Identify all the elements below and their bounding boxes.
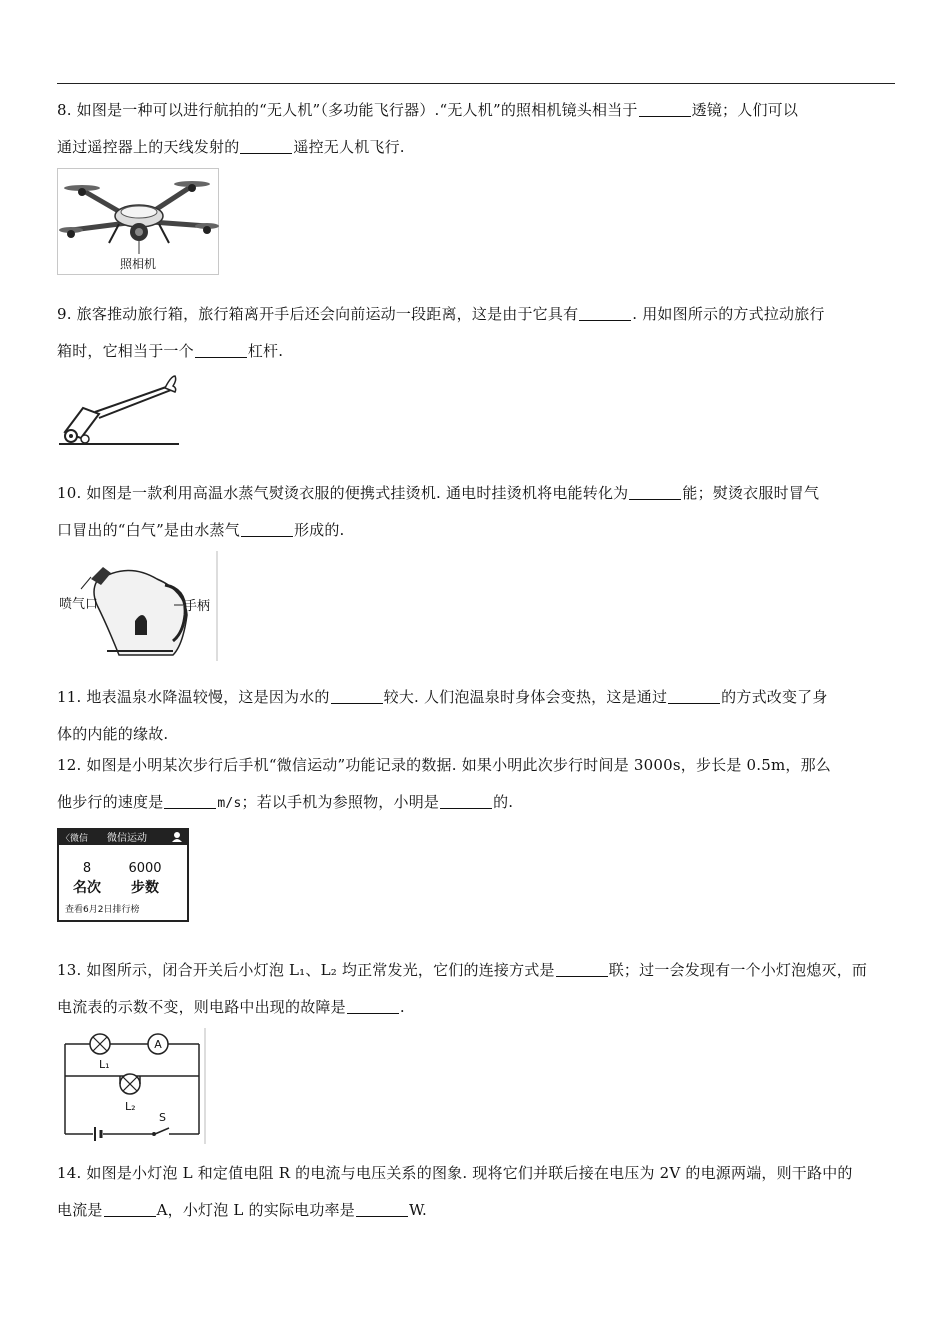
question-12-line-2: 他步行的速度是 m/s；若以手机为参照物，小明是 的. bbox=[57, 793, 514, 811]
question-11-line-1: 11. 地表温泉水降温较慢，这是因为水的 较大. 人们泡温泉时身体会变热，这是通过 的方式改变了身 bbox=[57, 688, 828, 706]
steamer-figure bbox=[57, 551, 219, 661]
camera-label: 照相机 bbox=[119, 257, 157, 271]
steps-label: 步数 bbox=[131, 880, 159, 896]
user-icon bbox=[174, 832, 180, 838]
answer-blank[interactable] bbox=[164, 792, 216, 809]
question-11 bbox=[57, 679, 897, 753]
switch-label: S bbox=[159, 1111, 166, 1124]
question-8 bbox=[57, 92, 897, 166]
answer-blank[interactable] bbox=[579, 304, 631, 321]
question-14-line-1: 14. 如图是小灯泡 L 和定值电阻 R 的电流与电压关系的图象. 现将它们并联后接在电压为 2V 的电源两端，则干路中的 bbox=[57, 1164, 853, 1182]
answer-blank[interactable] bbox=[241, 520, 293, 537]
steps-value: 6000 bbox=[128, 861, 162, 876]
question-11-line-2: 体的内能的缘故. bbox=[57, 725, 169, 743]
answer-blank[interactable] bbox=[556, 960, 608, 977]
question-13 bbox=[57, 952, 897, 1026]
question-12 bbox=[57, 747, 897, 822]
answer-blank[interactable] bbox=[356, 1200, 408, 1217]
drone-figure bbox=[57, 168, 219, 275]
app-title: 微信运动 bbox=[107, 833, 147, 844]
ammeter-label: A bbox=[154, 1038, 162, 1051]
question-9 bbox=[57, 296, 897, 370]
rank-label: 名次 bbox=[73, 880, 101, 896]
answer-blank[interactable] bbox=[104, 1200, 156, 1217]
question-14 bbox=[57, 1155, 897, 1229]
L2-label: L₂ bbox=[125, 1100, 136, 1113]
question-10-line-1: 10. 如图是一款利用高温水蒸气熨烫衣服的便携式挂烫机. 通电时挂烫机将电能转化为 能；熨烫衣服时冒气 bbox=[57, 484, 820, 502]
answer-blank[interactable] bbox=[639, 100, 691, 117]
answer-blank[interactable] bbox=[440, 792, 492, 809]
header-rule bbox=[57, 83, 895, 84]
leaderboard-link: 查看6月2日排行榜 bbox=[65, 905, 140, 915]
question-8-line-2: 通过遥控器上的天线发射的 遥控无人机飞行. bbox=[57, 138, 405, 156]
question-13-line-1: 13. 如图所示，闭合开关后小灯泡 L₁、L₂ 均正常发光，它们的连接方式是 联；过一会发现有一个小灯泡熄灭，而 bbox=[57, 961, 868, 979]
question-10-line-2: 口冒出的“白气”是由水蒸气 形成的. bbox=[57, 521, 345, 539]
L1-label: L₁ bbox=[99, 1058, 110, 1071]
question-13-line-2: 电流表的示数不变，则电路中出现的故障是 . bbox=[57, 998, 405, 1016]
answer-blank[interactable] bbox=[629, 483, 681, 500]
question-8-line-1: 8. 如图是一种可以进行航拍的“无人机”（多功能飞行器）.“无人机”的照相机镜头相当于 透镜；人们可以 bbox=[57, 101, 799, 119]
answer-blank[interactable] bbox=[347, 997, 399, 1014]
back-link: 〈微信 bbox=[61, 834, 89, 844]
rank-value: 8 bbox=[82, 861, 92, 876]
question-14-line-2: 电流是 A，小灯泡 L 的实际电功率是 W. bbox=[57, 1201, 427, 1219]
answer-blank[interactable] bbox=[668, 687, 720, 704]
question-9-line-1: 9. 旅客推动旅行箱，旅行箱离开手后还会向前运动一段距离，这是由于它具有 . 用如图所示的方式拉动旅行 bbox=[57, 305, 825, 323]
nozzle-label: 喷气口 bbox=[59, 597, 99, 612]
circuit-figure bbox=[57, 1028, 207, 1144]
suitcase-figure bbox=[57, 372, 182, 450]
answer-blank[interactable] bbox=[195, 341, 247, 358]
wechat-sport-figure bbox=[57, 828, 189, 922]
question-12-line-1: 12. 如图是小明某次步行后手机“微信运动”功能记录的数据. 如果小明此次步行时间是 3000s，步长是 0.5m，那么 bbox=[57, 756, 831, 774]
answer-blank[interactable] bbox=[331, 687, 383, 704]
handle-label: 手柄 bbox=[184, 599, 211, 614]
answer-blank[interactable] bbox=[240, 137, 292, 154]
switch-icon bbox=[152, 1132, 156, 1136]
question-9-line-2: 箱时，它相当于一个 杠杆. bbox=[57, 342, 284, 360]
question-10 bbox=[57, 475, 897, 549]
